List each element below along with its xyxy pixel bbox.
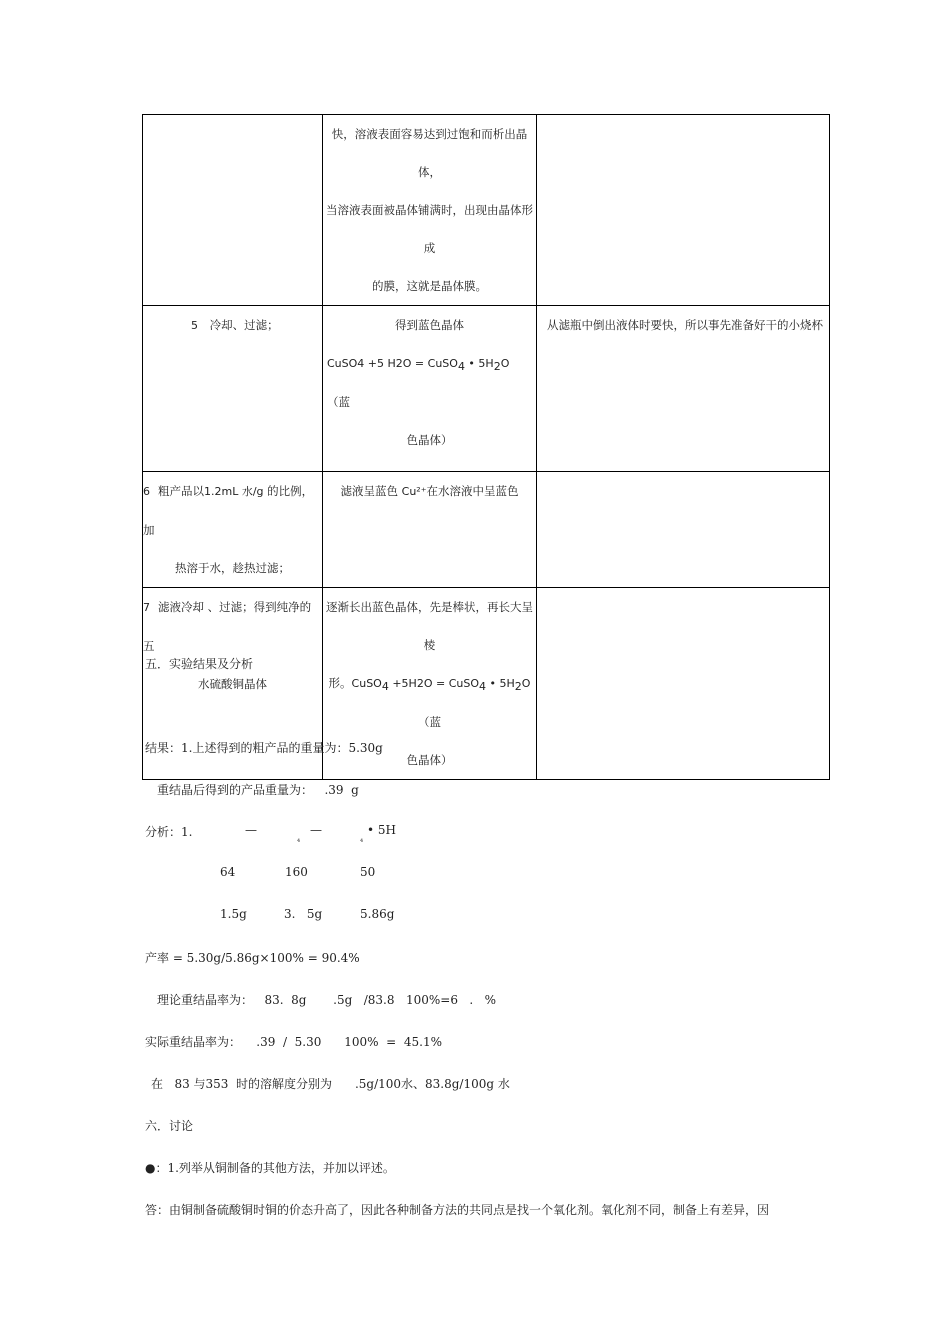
text-line: 快，溶液表面容易达到过饱和而析出晶体， <box>331 127 528 179</box>
text-part: 形。 <box>328 676 352 690</box>
text-line: 得到蓝色晶体 <box>395 318 464 332</box>
analysis-dash: — <box>245 823 257 837</box>
result-line: 结果：1.上述得到的粗产品的重量为：5.30g <box>145 741 383 755</box>
analysis-value: 5.86g <box>360 907 395 921</box>
section-title: 五．实验结果及分析 <box>145 657 254 671</box>
note-cell <box>537 306 830 472</box>
analysis-value: 160 <box>285 865 308 879</box>
subscript: 2 <box>514 680 522 693</box>
yield-line: 产率 = 5.30g/5.86g×100% = 90.4% <box>145 951 360 965</box>
step-cell <box>143 472 323 588</box>
solubility-line: 在 83 与353 时的溶解度分别为 .5g/100水、83.8g/100g 水 <box>151 1077 510 1091</box>
analysis-subscript: 4 <box>360 838 364 844</box>
answer-line: 答：由铜制备硫酸铜时铜的价态升高了，因此各种制备方法的共同点是找一个氧化剂。氧化剂不同，制备上有差异，因 <box>145 1203 770 1217</box>
analysis-formula: • 5H <box>367 823 396 837</box>
step-number: 7 <box>143 601 150 614</box>
step-cell <box>143 115 323 306</box>
text-part: 在水溶液中呈蓝色 <box>426 484 519 498</box>
step-number: 5 <box>191 319 198 332</box>
phenomenon-cell <box>323 472 537 588</box>
equation-part: O <box>500 357 510 370</box>
theory-rate-line: 理论重结晶率为： 83. 8g .5g /83.8 100%=6 . % <box>157 993 497 1007</box>
equation-part: CuSO <box>351 677 382 690</box>
step-cell <box>143 306 323 472</box>
table-row <box>143 472 830 588</box>
text-line: 色晶体） <box>406 753 453 767</box>
equation <box>323 664 536 741</box>
step-text: 1.2mL 水/g <box>204 485 264 498</box>
equation-part: （蓝 <box>327 395 350 409</box>
equation-part: O <box>521 677 531 690</box>
analysis-dash: — <box>310 823 322 837</box>
question-line: ●：1.列举从铜制备的其他方法，并加以评述。 <box>145 1161 395 1175</box>
result-line: 重结晶后得到的产品重量为： .39 g <box>157 783 359 797</box>
subscript: 4 <box>381 680 389 693</box>
phenomenon-cell <box>323 115 537 306</box>
experiment-table <box>142 114 830 780</box>
analysis-value: 64 <box>220 865 236 879</box>
step-text: 水硫酸铜晶体 <box>198 677 267 691</box>
step-number: 6 <box>143 485 150 498</box>
note-cell <box>537 115 830 306</box>
phenomenon-cell <box>323 306 537 472</box>
text-part: Cu²⁺ <box>401 485 427 498</box>
equation-part: • 5H <box>464 357 494 370</box>
actual-rate-line: 实际重结晶率为： .39 / 5.30 100% = 45.1% <box>145 1035 442 1049</box>
text-line: 逐渐长出蓝色晶体，先是棒状，再长大呈棱 <box>326 600 533 652</box>
text-line: 色晶体） <box>406 433 453 447</box>
analysis-value: 1.5g <box>220 907 247 921</box>
text-line: 的膜，这就是晶体膜。 <box>372 279 487 293</box>
note-cell <box>537 588 830 780</box>
note-cell <box>537 472 830 588</box>
analysis-value: 50 <box>360 865 376 879</box>
subscript: 2 <box>493 360 501 373</box>
step-text: 的比例，加 <box>143 484 314 537</box>
table-row <box>143 115 830 306</box>
note-text: 从滤瓶中倒出液体时要快，所以事先准备好干的小烧杯 <box>547 318 823 332</box>
analysis-subscript: 4 <box>297 838 301 844</box>
section-title: 六．讨论 <box>145 1119 194 1133</box>
step-text: 滤液冷却 、过滤；得到纯净的五 <box>143 600 312 653</box>
analysis-label: 分析：1. <box>145 825 193 839</box>
step-text: 热溶于水，趁热过滤； <box>175 561 290 575</box>
table-row <box>143 306 830 472</box>
step-text: 粗产品以 <box>158 484 204 498</box>
equation-part: • 5H <box>486 677 515 690</box>
text-part: （蓝 <box>418 715 441 729</box>
step-text: 冷却、过滤； <box>209 318 279 332</box>
text-line: 当溶液表面被晶体铺满时，出现由晶体形成 <box>326 203 533 255</box>
equation <box>323 344 536 421</box>
analysis-value: 3. 5g <box>284 907 323 921</box>
equation-part: CuSO4 +5 H2O = CuSO <box>327 357 458 370</box>
equation-part: +5H2O = CuSO <box>388 677 479 690</box>
text-part: 滤液呈蓝色 <box>340 484 402 498</box>
subscript: 4 <box>479 680 486 693</box>
subscript: 4 <box>457 360 465 373</box>
